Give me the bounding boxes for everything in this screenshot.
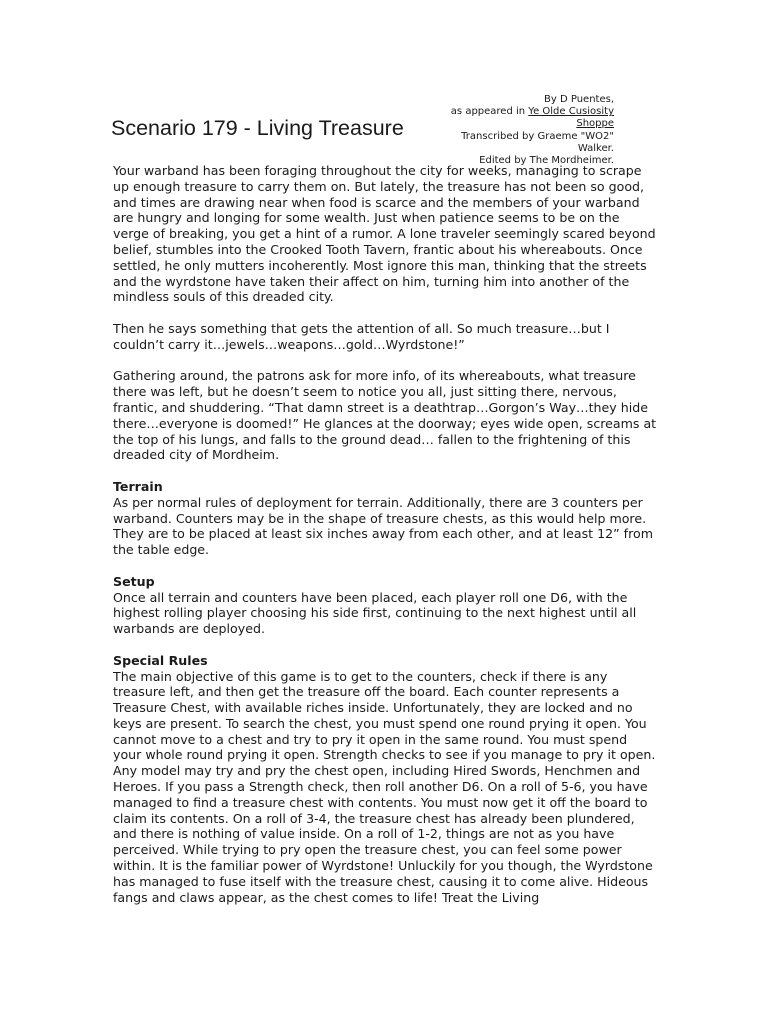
page-title: Scenario 179 - Living Treasure	[111, 116, 404, 140]
gathering-paragraph: Gathering around, the patrons ask for more info, of its whereabouts, what treasure there was left, but he doesn’t seem to notice you all, just sitting there, nervous, frantic, and shuddering. “That damn street is a deathtrap…Gorgon’s Way…they hide there…everyone is doomed!” He glances at the doorway; eyes wide open, screams at the top of his lungs, and falls to the ground dead… fallen to the frightening of this dreaded city of Mordheim.	[113, 368, 657, 463]
special-rules-paragraph: The main objective of this game is to get to the counters, check if there is any treasure left, and then get the treasure off the board. Each counter represents a Treasure Chest, with available riches inside. Unfortunately, they are locked and no keys are present. To search the chest, you must spend one round prying it open. You cannot move to a chest and try to pry it open in the same round. You must spend your whole round prying it open. Strength checks to see if you manage to pry it open. Any model may try and pry the chest open, including Hired Swords, Henchmen and Heroes. If you pass a Strength check, then roll another D6. On a roll of 5-6, you have managed to find a treasure chest with contents. You must now get it off the board to claim its contents. On a roll of 3-4, the treasure chest has already been plundered, and there is nothing of value inside. On a roll of 1-2, things are not as you have perceived. While trying to pry open the treasure chest, you can feel some power within. It is the familiar power of Wyrdstone! Unluckily for you though, the Wyrdstone has managed to fuse itself with the treasure chest, causing it to come alive. Hideous fangs and claws appear, as the chest comes to life! Treat the Living	[113, 668, 656, 905]
byline-edited: Edited by The Mordheimer.	[479, 155, 614, 167]
byline	[414, 94, 614, 167]
terrain-heading: Terrain	[113, 478, 163, 494]
quote-paragraph: Then he says something that gets the attention of all. So much treasure…but I couldn’t carry it…jewels…weapons…gold…Wyrdstone!”	[113, 320, 610, 352]
intro-paragraph: Your warband has been foraging throughout the city for weeks, managing to scrape up enough treasure to carry them on. But lately, the treasure has not been so good, and times are drawing near when food is scarce and the members of your warband are hungry and longing for some wealth. Just when patience seems to be on the verge of breaking, you get a hint of a rumor. A lone traveler seemingly scared beyond belief, stumbles into the Crooked Tooth Tavern, frantic about his whereabouts. Once settled, he only mutters incoherently. Most ignore this man, thinking that the streets and the wyrdstone have taken their affect on him, turning him into another of the mindless souls of this dreaded city.	[113, 163, 656, 305]
byline-author: By D Puentes,	[544, 94, 614, 105]
byline-appeared-prefix: as appeared in	[450, 106, 529, 118]
byline-transcribed-continued: Walker.	[577, 142, 614, 154]
special-rules-heading: Special Rules	[113, 652, 208, 668]
terrain-paragraph: As per normal rules of deployment for terrain. Additionally, there are 3 counters per warband. Counters may be in the shape of treasure chests, as this would help more. They are to be placed at least six inches away from each other, and at least 12” from the table edge.	[113, 494, 653, 558]
document-body	[113, 163, 659, 921]
setup-paragraph: Once all terrain and counters have been placed, each player roll one D6, with the highest rolling player choosing his side first, continuing to the next highest until all warbands are deployed.	[113, 589, 637, 637]
byline-appeared	[414, 106, 614, 118]
byline-source-link-continued[interactable]: Shoppe	[576, 118, 614, 130]
byline-source-link[interactable]: Ye Olde Cusiosity	[528, 106, 614, 118]
byline-transcribed: Transcribed by Graeme "WO2"	[461, 130, 614, 142]
setup-heading: Setup	[113, 573, 155, 589]
